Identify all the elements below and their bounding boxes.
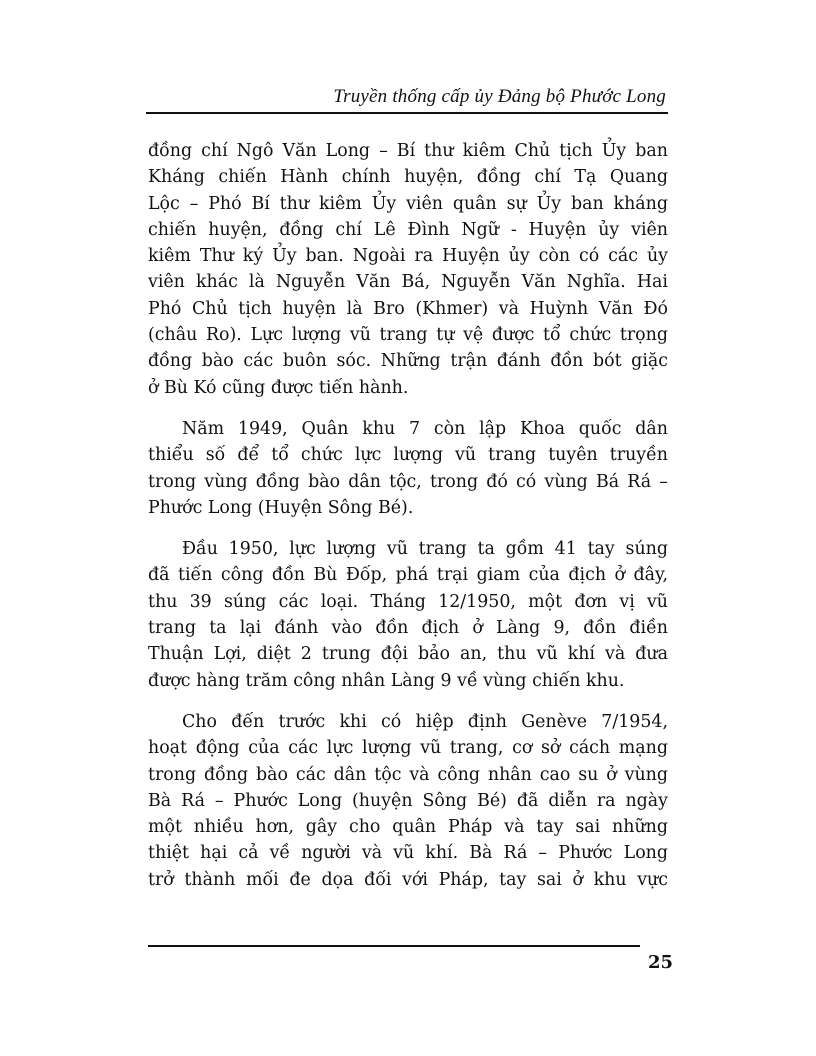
footer-rule <box>148 945 640 947</box>
text-line: một nhiều hơn, gây cho quân Pháp và tay sai những <box>148 817 668 838</box>
text-line: viên khác là Nguyễn Văn Bá, Nguyễn Văn Nghĩa. Hai <box>148 272 668 293</box>
body-text <box>148 138 668 908</box>
text-line: Lộc – Phó Bí thư kiêm Ủy viên quân sự Ủy ban kháng <box>148 193 668 214</box>
text-line: Kháng chiến Hành chính huyện, đồng chí Tạ Quang <box>148 167 668 188</box>
paragraph <box>148 536 668 694</box>
text-line: kiêm Thư ký Ủy ban. Ngoài ra Huyện ủy còn có các ủy <box>148 246 668 267</box>
text-line: được hàng trăm công nhân Làng 9 về vùng chiến khu. <box>148 670 625 691</box>
text-line: Phước Long (Huyện Sông Bé). <box>148 497 414 518</box>
paragraph <box>148 709 668 893</box>
text-line: đã tiến công đồn Bù Đốp, phá trại giam của địch ở đây, <box>148 565 668 586</box>
text-line: hoạt động của các lực lượng vũ trang, cơ sở cách mạng <box>148 738 668 759</box>
text-line: ở Bù Kó cũng được tiến hành. <box>148 377 409 398</box>
text-line: chiến huyện, đồng chí Lê Đình Ngữ - Huyện ủy viên <box>148 219 668 240</box>
text-line: Đầu 1950, lực lượng vũ trang ta gồm 41 tay súng <box>182 539 668 560</box>
header-rule <box>146 112 668 114</box>
text-line: Phó Chủ tịch huyện là Bro (Khmer) và Huỳnh Văn Đó <box>148 298 668 319</box>
running-header: Truyền thống cấp ủy Đảng bộ Phước Long <box>333 86 666 107</box>
text-line: đồng chí Ngô Văn Long – Bí thư kiêm Chủ tịch Ủy ban <box>148 141 668 161</box>
text-line: Bà Rá – Phước Long (huyện Sông Bé) đã diễn ra ngày <box>148 790 668 811</box>
text-line: (châu Ro). Lực lượng vũ trang tự vệ được tổ chức trọng <box>148 325 668 346</box>
paragraph <box>148 416 668 521</box>
page-number: 25 <box>648 952 674 973</box>
text-line: trở thành mối đe dọa đối với Pháp, tay sai ở khu vực <box>148 869 668 890</box>
text-line: trong vùng đồng bào dân tộc, trong đó có vùng Bá Rá – <box>148 471 668 492</box>
text-line: Thuận Lợi, diệt 2 trung đội bảo an, thu vũ khí và đưa <box>148 644 668 665</box>
text-line: trang ta lại đánh vào đồn địch ở Làng 9, đồn điền <box>148 618 668 639</box>
text-line: Năm 1949, Quân khu 7 còn lập Khoa quốc dân <box>182 418 668 439</box>
text-line: đồng bào các buôn sóc. Những trận đánh đồn bót giặc <box>148 351 668 372</box>
paragraph <box>148 138 668 401</box>
text-line: Cho đến trước khi có hiệp định Genève 7/1954, <box>182 711 668 732</box>
text-line: thiệt hại cả về người và vũ khí. Bà Rá – Phước Long <box>148 843 668 864</box>
text-line: trong đồng bào các dân tộc và công nhân cao su ở vùng <box>148 764 668 785</box>
text-line: thiểu số để tổ chức lực lượng vũ trang tuyên truyền <box>148 445 668 466</box>
text-line: thu 39 súng các loại. Tháng 12/1950, một đơn vị vũ <box>148 591 668 612</box>
